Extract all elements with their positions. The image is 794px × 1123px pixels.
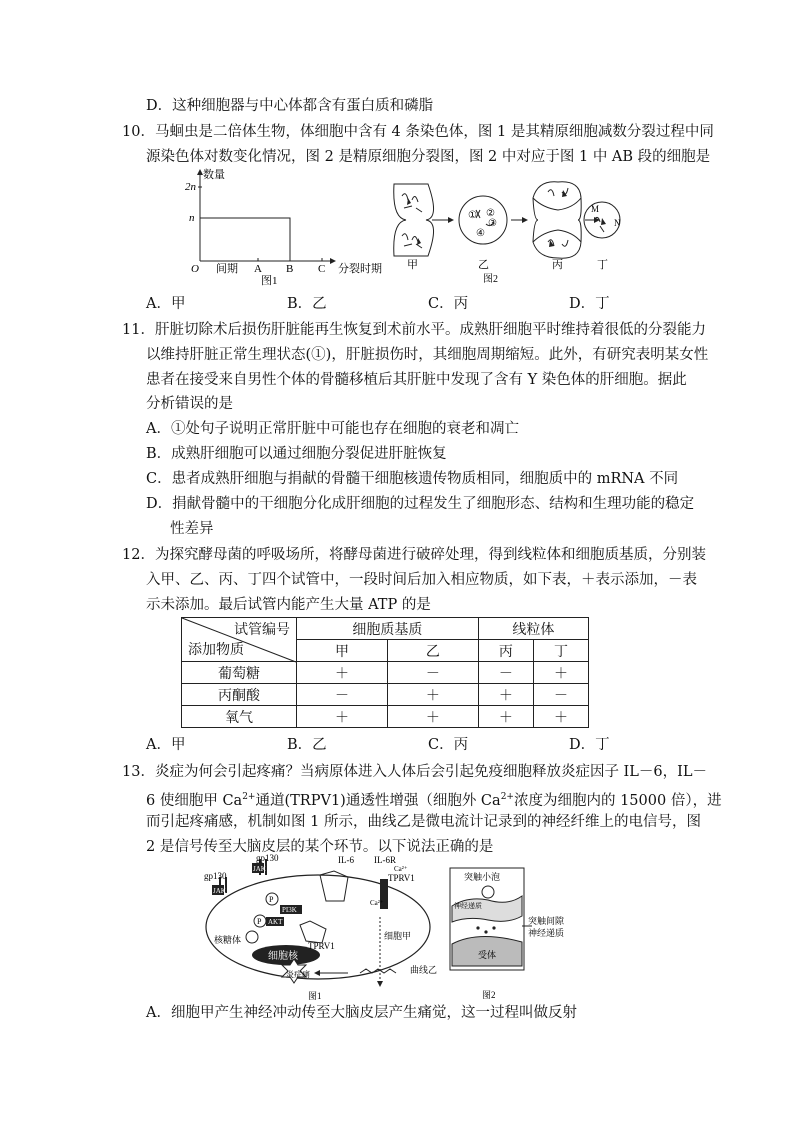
table-cell: － xyxy=(387,662,478,684)
q11-option-a: A．①处句子说明正常肝脏中可能也存在细胞的衰老和凋亡 xyxy=(146,421,519,437)
table-corner-bottom: 添加物质 xyxy=(188,641,244,658)
q12-stem-line1: 12．为探究酵母菌的呼吸场所，将酵母菌进行破碎处理，得到线粒体和细胞质基质，分别装 xyxy=(122,547,706,563)
table-corner-top: 试管编号 xyxy=(234,621,290,638)
fig1-pi3k: PI3K xyxy=(282,906,297,914)
table-group-cytoplasm: 细胞质基质 xyxy=(297,618,479,640)
fig1-tprv1-a: TPRV1 xyxy=(388,873,415,883)
q13-stem-line3: 而引起疼痛感，机制如图 1 所示，曲线乙是微电流计记录到的神经纤维上的电信号，图 xyxy=(146,814,701,830)
fig2-cell-jia: 甲 xyxy=(407,259,418,271)
table-tube-yi: 乙 xyxy=(387,640,478,662)
table-row-name: 氧气 xyxy=(182,706,297,728)
q13-figure2 xyxy=(448,866,565,1002)
fig2-mark-2: ② xyxy=(486,208,495,219)
table-cell: － xyxy=(297,684,388,706)
fig1-il6r: IL-6R xyxy=(374,855,396,865)
fig1-tick-a: A xyxy=(254,263,262,275)
q11-stem-line3: 患者在接受来自男性个体的骨髓移植后其肝脏中发现了含有 Y 染色体的肝细胞。据此 xyxy=(146,372,687,388)
fig2-mark-m: M xyxy=(591,204,600,214)
q13-stem-line2: 6 使细胞甲 $Ca^{2+}$通道(TRPV1)通透性增强（细胞外 $Ca^{2+}$浓度为细胞内的 15000 倍），进 xyxy=(146,792,722,809)
q12-stem-line3: 示未添加。最后试管内能产生大量 ATP 的是 xyxy=(146,597,431,613)
q10-stem-line2: 源染色体对数变化情况，图 2 是精原细胞分裂图，图 2 中对应于图 1 中 AB 段的细胞是 xyxy=(146,149,711,165)
table-cell: ＋ xyxy=(297,706,388,728)
q12-option-b: B．乙 xyxy=(287,737,327,753)
q10-figure2 xyxy=(388,178,638,286)
fig1-p-a: P xyxy=(269,895,274,904)
fig2-neurotransmitter-b: 神经递质 xyxy=(528,928,565,938)
q10-option-d: D．丁 xyxy=(569,296,610,312)
q11-stem-line1: 11．肝脏切除术后损伤肝脏能再生恢复到术前水平。成熟肝细胞平时维持着很低的分裂能力 xyxy=(122,322,706,338)
table-cell: ＋ xyxy=(478,706,533,728)
table-cell: ＋ xyxy=(533,662,588,684)
fig2-caption: 图2 xyxy=(482,990,496,1000)
table-cell: ＋ xyxy=(478,684,533,706)
fig1-jak-a: JAK xyxy=(213,887,226,895)
table-tube-jia: 甲 xyxy=(297,640,388,662)
fig1-gp130-b: gp130 xyxy=(256,853,279,863)
fig1-gp130-a: gp130 xyxy=(204,871,227,881)
fig1-akt: AKT xyxy=(268,918,283,926)
fig2-synaptic-cleft: 突触间隙 xyxy=(528,916,565,926)
q11-stem-line4: 分析错误的是 xyxy=(146,396,233,412)
fig1-jak-b: JAK xyxy=(253,865,266,873)
fig1-curve-yi: 曲线乙 xyxy=(410,965,438,975)
fig1-ca-in: Ca²⁺ xyxy=(370,899,384,907)
q9-option-d: D．这种细胞器与中心体都含有蛋白质和磷脂 xyxy=(146,98,434,114)
fig1-y-label: 数量 xyxy=(203,169,225,181)
q13-stem-line1: 13．炎症为何会引起疼痛？当病原体进入人体后会引起免疫细胞释放炎症因子 IL－6，IL－ xyxy=(122,764,707,780)
fig1-ribosome: 核糖体 xyxy=(214,935,242,945)
table-row-name: 丙酮酸 xyxy=(182,684,297,706)
fig1-origin: O xyxy=(191,263,199,275)
q12-option-d: D．丁 xyxy=(569,737,610,753)
q11-option-c: C．患者成熟肝细胞与捐献的骨髓干细胞核遗传物质相同，细胞质中的 mRNA 不同 xyxy=(146,471,679,487)
q13-option-a: A．细胞甲产生神经冲动传至大脑皮层产生痛觉，这一过程叫做反射 xyxy=(146,1005,577,1021)
table-row-name: 葡萄糖 xyxy=(182,662,297,684)
table-row xyxy=(182,684,589,706)
q12-option-c: C．丙 xyxy=(428,737,469,753)
fig1-inflammation-pain: 炎症痛 xyxy=(286,970,310,979)
table-cell: ＋ xyxy=(533,706,588,728)
q11-option-b: B．成熟肝细胞可以通过细胞分裂促进肝脏恢复 xyxy=(146,446,447,462)
fig1-nucleus: 细胞核 xyxy=(268,951,298,962)
fig2-synaptic-vesicle: 突触小泡 xyxy=(464,872,501,882)
fig1-y-n: n xyxy=(189,212,195,224)
q10-option-b: B．乙 xyxy=(287,296,327,312)
table-corner-cell xyxy=(182,618,297,662)
fig1-ca-out: Ca²⁺ xyxy=(394,865,408,873)
q11-stem-line2: 以维持肝脏正常生理状态(①)，肝脏损伤时，其细胞周期缩短。此外，有研究表明某女性 xyxy=(146,347,709,363)
fig1-tick-interphase: 间期 xyxy=(216,263,238,275)
q11-option-d-line1: D．捐献骨髓中的干细胞分化成肝细胞的过程发生了细胞形态、结构和生理功能的稳定 xyxy=(146,496,695,512)
q10-figure1 xyxy=(178,166,383,286)
fig1-tick-b: B xyxy=(286,263,294,275)
table-cell: ＋ xyxy=(387,706,478,728)
q11-option-d-line2: 性差异 xyxy=(170,521,214,537)
fig2-mark-3: ③ xyxy=(488,218,497,229)
fig1-caption: 图1 xyxy=(308,991,322,1001)
fig1-il6: IL-6 xyxy=(338,855,354,865)
q10-stem-line1: 10．马蛔虫是二倍体生物，体细胞中含有 4 条染色体，图 1 是其精原细胞减数分裂过程中同 xyxy=(122,124,714,140)
table-tube-ding: 丁 xyxy=(533,640,588,662)
table-row xyxy=(182,706,589,728)
table-tube-bing: 丙 xyxy=(478,640,533,662)
table-row xyxy=(182,662,589,684)
fig2-neurotransmitter-a: 神经递质 xyxy=(454,902,482,910)
table-group-mitochondria: 线粒体 xyxy=(478,618,588,640)
fig2-cell-bing: 丙 xyxy=(552,259,563,271)
fig1-tick-c: C xyxy=(318,263,326,275)
fig2-mark-4: ④ xyxy=(476,228,485,239)
table-cell: － xyxy=(533,684,588,706)
q12-table xyxy=(181,617,589,728)
table-cell: － xyxy=(478,662,533,684)
table-cell: ＋ xyxy=(387,684,478,706)
fig1-tprv1-b: TPRV1 xyxy=(308,941,335,951)
table-cell: ＋ xyxy=(297,662,388,684)
q10-option-c: C．丙 xyxy=(428,296,469,312)
fig2-cell-yi: 乙 xyxy=(478,259,489,271)
fig2-mark-n: N xyxy=(614,218,621,228)
q13-stem-line4: 2 是信号传至大脑皮层的某个环节。以下说法正确的是 xyxy=(146,839,494,855)
fig2-mark-1: ① xyxy=(468,210,477,221)
q13-sup-2: 2+ xyxy=(500,792,514,802)
fig1-x-label: 分裂时期 xyxy=(338,263,382,275)
q12-option-a: A．甲 xyxy=(146,737,186,753)
fig2-caption: 图2 xyxy=(483,274,498,285)
fig2-receptor: 受体 xyxy=(478,950,497,960)
fig1-cell-jia: 细胞甲 xyxy=(384,931,412,941)
q10-option-a: A．甲 xyxy=(146,296,186,312)
fig1-p-b: P xyxy=(257,917,262,926)
fig1-caption: 图1 xyxy=(261,275,278,287)
q13-figure1 xyxy=(200,855,440,1003)
fig2-cell-ding: 丁 xyxy=(597,259,608,271)
q12-stem-line2: 入甲、乙、丙、丁四个试管中，一段时间后加入相应物质，如下表，＋表示添加，－表 xyxy=(146,572,697,588)
fig1-y-2n: 2n xyxy=(185,181,196,193)
